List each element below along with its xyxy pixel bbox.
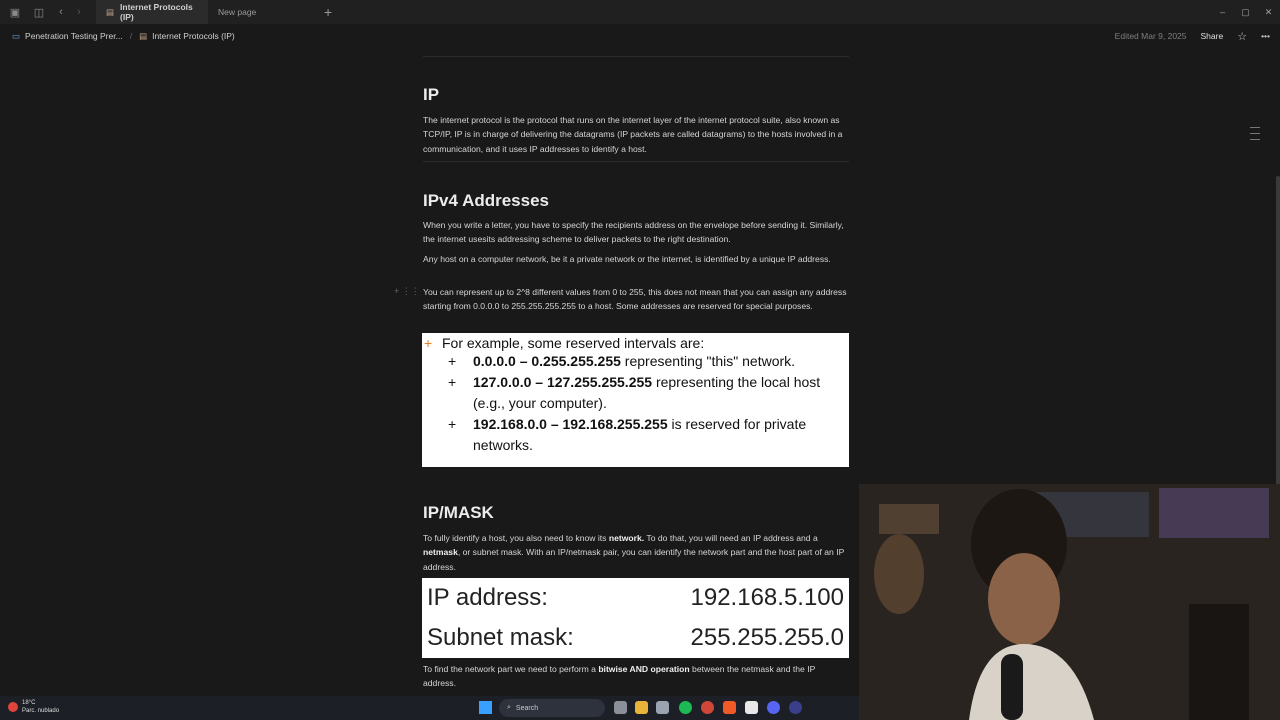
text-bold: bitwise AND operation — [598, 664, 690, 674]
reserved-range: 192.168.0.0 – 192.168.255.255 — [473, 416, 668, 432]
mask-value: 255.255.255.0 — [690, 624, 844, 651]
divider — [423, 56, 849, 57]
tab-label: New page — [218, 7, 257, 17]
reserved-range: 0.0.0.0 – 0.255.255.255 — [473, 353, 621, 369]
weather-icon — [8, 702, 18, 712]
webcam-overlay — [859, 484, 1280, 720]
tab-new-page[interactable] — [208, 0, 320, 24]
spotify-icon[interactable] — [679, 701, 692, 714]
laptop-icon: ▭ — [12, 30, 21, 41]
weather-widget[interactable] — [8, 699, 59, 715]
text-segment: , or subnet mask. With an IP/netmask pair, you can identify the network part and the host part of an IP address. — [423, 547, 845, 572]
weather-temp: 18°C — [22, 700, 36, 706]
ip-mask-image — [422, 578, 849, 658]
close-icon[interactable]: ✕ — [1264, 6, 1273, 17]
paragraph-ipv4-host: Any host on a computer network, be it a private network or the internet, is identified by a unique IP address. — [423, 254, 831, 264]
paragraph-ipv4-range: You can represent up to 2^8 different values from 0 to 255, this does not mean that you can assign any address starting from 0.0.0.0 to 255.255.255.255 to a host. Some addresses are reserved for special purposes. — [423, 287, 847, 312]
reserved-intro-text: For example, some reserved intervals are: — [442, 335, 705, 351]
tab-label: Internet Protocols (IP) — [120, 2, 193, 22]
plus-bullet-icon: + — [448, 416, 457, 432]
new-tab-plus-icon[interactable]: + — [324, 4, 333, 20]
list-item — [422, 414, 849, 456]
mask-row — [427, 624, 844, 652]
divider — [423, 161, 849, 162]
windows-start-icon[interactable] — [479, 701, 492, 714]
breadcrumb-parent-label: Penetration Testing Prer... — [25, 31, 123, 41]
paragraph-ipv4-letter: When you write a letter, you have to specify the recipients address on the envelope before sending it. Similarly, the internet usesits addressing scheme to deliver packets to the right destination. — [423, 220, 844, 245]
text-segment: To do that, you will need an IP address and a — [644, 533, 818, 543]
chrome-icon[interactable] — [701, 701, 714, 714]
text-segment: between the netmask and the IP address. — [423, 664, 816, 689]
star-icon[interactable]: ☆ — [1237, 30, 1248, 43]
plus-bullet-icon: + — [448, 353, 457, 369]
list-item — [422, 372, 849, 414]
webcam-scene — [859, 484, 1280, 720]
forward-arrow-icon[interactable]: › — [77, 6, 81, 18]
paragraph-ip: The internet protocol is the protocol that runs on the internet layer of the internet protocol suite, also known as TCP/IP, IP is in charge of delivering the datagrams (IP packets are called datagrams) to the hosts involved in a communication, and it uses IP addresses to identify a host. — [423, 115, 843, 154]
window-controls — [1211, 0, 1280, 24]
mask-label: Subnet mask: — [427, 624, 574, 651]
breadcrumb-current-label: Internet Protocols (IP) — [152, 31, 235, 41]
notion-app-icon[interactable]: ▣ — [9, 6, 21, 19]
plus-bullet-icon: + — [424, 335, 433, 351]
more-options-icon[interactable]: ••• — [1261, 31, 1270, 41]
reserved-desc: representing the local host (e.g., your computer). — [473, 374, 821, 411]
page-icon: ▤ — [139, 30, 148, 41]
table-of-contents-icon[interactable] — [1250, 127, 1260, 145]
search-icon: ⌕ — [507, 704, 511, 711]
mask-row — [427, 584, 844, 612]
file-explorer-icon[interactable] — [635, 701, 648, 714]
text-bold: network. — [608, 533, 645, 543]
mask-label: IP address: — [427, 584, 548, 611]
block-drag-handle-icon[interactable]: + ⋮⋮ — [394, 286, 420, 296]
breadcrumb-separator: / — [129, 31, 133, 41]
maximize-icon[interactable]: ▢ — [1241, 6, 1250, 17]
discord-icon[interactable] — [767, 701, 780, 714]
paragraph-bitwise-and — [423, 662, 849, 691]
reserved-desc: is reserved for private networks. — [473, 416, 807, 453]
edited-timestamp: Edited Mar 9, 2025 — [1114, 31, 1187, 41]
share-button[interactable]: Share — [1200, 31, 1224, 41]
page-icon: ▤ — [106, 6, 115, 17]
text-segment: To fully identify a host, you also need to know its — [423, 533, 609, 543]
heading-ip: IP — [423, 85, 440, 104]
task-view-icon[interactable] — [614, 701, 627, 714]
text-bold: netmask — [423, 547, 458, 558]
brave-icon[interactable] — [723, 701, 736, 714]
plus-bullet-icon: + — [448, 374, 457, 390]
app-icon[interactable] — [789, 701, 802, 714]
weather-desc: Parc. nublado — [22, 708, 60, 714]
search-label: Search — [515, 704, 539, 712]
title-bar — [0, 0, 1280, 24]
sidebar-toggle-icon[interactable]: ◫ — [33, 6, 45, 19]
mask-value: 192.168.5.100 — [690, 584, 844, 611]
list-item — [422, 351, 849, 372]
breadcrumb-bar — [0, 24, 1280, 48]
store-icon[interactable] — [656, 701, 669, 714]
minimize-icon[interactable]: – — [1219, 7, 1225, 17]
paragraph-ip-mask — [423, 531, 849, 574]
tab-internet-protocols[interactable] — [96, 0, 208, 24]
reserved-intervals-image — [422, 333, 849, 467]
reserved-range: 127.0.0.0 – 127.255.255.255 — [473, 374, 653, 390]
scrollbar[interactable] — [1276, 176, 1280, 486]
breadcrumb-parent[interactable] — [12, 31, 123, 42]
taskbar — [0, 696, 859, 720]
heading-ip-mask: IP/MASK — [423, 503, 494, 522]
back-arrow-icon[interactable]: ‹ — [59, 6, 63, 18]
reserved-intro — [422, 333, 849, 351]
taskbar-search[interactable] — [499, 699, 605, 717]
heading-ipv4: IPv4 Addresses — [423, 191, 549, 210]
text-segment: To find the network part we need to perform a — [423, 664, 599, 674]
breadcrumb-current[interactable] — [139, 31, 235, 42]
reserved-desc: representing "this" network. — [620, 353, 796, 369]
notion-icon[interactable] — [745, 701, 758, 714]
